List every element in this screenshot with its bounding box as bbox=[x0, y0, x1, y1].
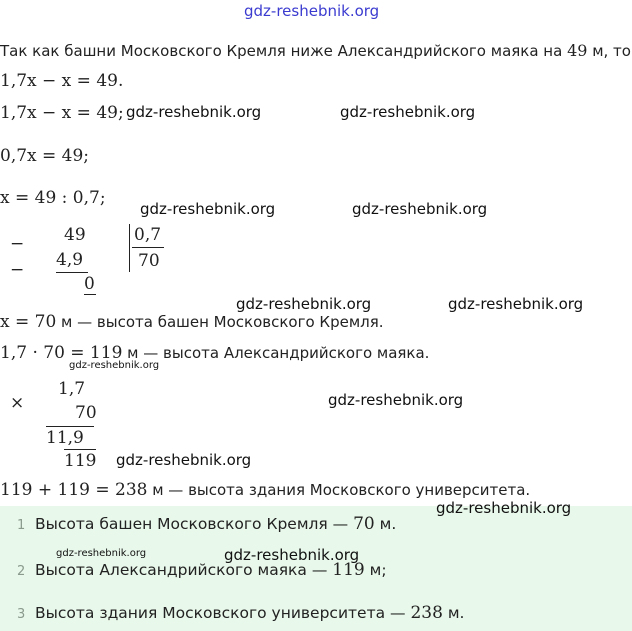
intro-value: 49 bbox=[567, 41, 588, 60]
result-lighthouse-expr: 1,7 · 70 = 119 bbox=[0, 343, 123, 363]
answer-1-before: Высота башен Московского Кремля — bbox=[35, 515, 354, 533]
multiplication-underline-2 bbox=[64, 449, 96, 450]
equation-4: x = 49 : 0,7; bbox=[0, 188, 106, 208]
result-university bbox=[0, 480, 530, 500]
answer-2-after: м; bbox=[364, 561, 387, 579]
answer-3-after: м. bbox=[442, 604, 465, 622]
division-minus-1: − bbox=[10, 234, 25, 254]
watermark-small: gdz-reshebnik.org bbox=[56, 548, 147, 559]
division-remainder: 0 bbox=[84, 274, 95, 294]
watermark: gdz-reshebnik.org bbox=[448, 295, 584, 313]
watermark-top: gdz-reshebnik.org bbox=[244, 2, 380, 20]
answer-number-1: 1 bbox=[17, 518, 26, 533]
answer-item-1 bbox=[35, 514, 396, 534]
division-bracket-vertical bbox=[129, 224, 130, 272]
multiplication-sign: × bbox=[10, 393, 25, 413]
result-kremlin-text: м — высота башен Московского Кремля. bbox=[56, 313, 384, 331]
multiplication-partial: 11,9 bbox=[46, 428, 84, 448]
equation-2: 1,7x − x = 49; bbox=[0, 103, 124, 123]
watermark: gdz-reshebnik.org bbox=[328, 391, 464, 409]
answer-3-value: 238 bbox=[410, 603, 443, 623]
answer-item-3 bbox=[35, 603, 464, 623]
watermark: gdz-reshebnik.org bbox=[224, 546, 360, 564]
answer-2-value: 119 bbox=[332, 560, 365, 580]
answer-number-3: 3 bbox=[17, 607, 26, 622]
division-dividend: 49 bbox=[64, 225, 86, 245]
multiplication-factor-1: 1,7 bbox=[58, 379, 86, 399]
division-underline bbox=[56, 272, 88, 273]
result-kremlin bbox=[0, 312, 384, 332]
answer-1-after: м. bbox=[374, 515, 397, 533]
watermark: gdz-reshebnik.org bbox=[436, 499, 572, 517]
result-lighthouse-text: м — высота Александрийского маяка. bbox=[122, 344, 430, 362]
multiplication-underline-1 bbox=[46, 426, 94, 427]
watermark: gdz-reshebnik.org bbox=[340, 103, 476, 121]
division-bracket-horizontal bbox=[132, 247, 164, 248]
result-university-expr: 119 + 119 = 238 bbox=[0, 480, 148, 500]
division-divisor: 0,7 bbox=[134, 225, 162, 245]
intro-sentence bbox=[0, 41, 631, 60]
intro-after: м, то bbox=[587, 42, 631, 60]
answer-3-before: Высота здания Московского университета — bbox=[35, 604, 411, 622]
division-quotient: 70 bbox=[138, 251, 160, 271]
answer-number-2: 2 bbox=[17, 564, 26, 579]
answer-2-before: Высота Александрийского маяка — bbox=[35, 561, 333, 579]
multiplication-factor-2: 70 bbox=[75, 403, 97, 423]
watermark: gdz-reshebnik.org bbox=[236, 295, 372, 313]
result-lighthouse bbox=[0, 343, 429, 363]
division-subtrahend: 4,9 bbox=[56, 250, 84, 270]
result-university-text: м — высота здания Московского университета. bbox=[147, 481, 531, 499]
watermark: gdz-reshebnik.org bbox=[126, 103, 262, 121]
watermark: gdz-reshebnik.org bbox=[352, 200, 488, 218]
multiplication-product: 119 bbox=[64, 451, 97, 471]
equation-3: 0,7x = 49; bbox=[0, 146, 90, 166]
division-minus-2: − bbox=[10, 260, 25, 280]
equation-1: 1,7x − x = 49. bbox=[0, 71, 124, 91]
intro-before: Так как башни Московского Кремля ниже Александрийского маяка на bbox=[0, 42, 568, 60]
remainder-underline bbox=[84, 294, 96, 295]
watermark-small: gdz-reshebnik.org bbox=[69, 360, 160, 371]
watermark: gdz-reshebnik.org bbox=[140, 200, 276, 218]
answer-1-value: 70 bbox=[353, 514, 375, 534]
watermark: gdz-reshebnik.org bbox=[116, 451, 252, 469]
result-kremlin-expr: x = 70 bbox=[0, 312, 57, 332]
